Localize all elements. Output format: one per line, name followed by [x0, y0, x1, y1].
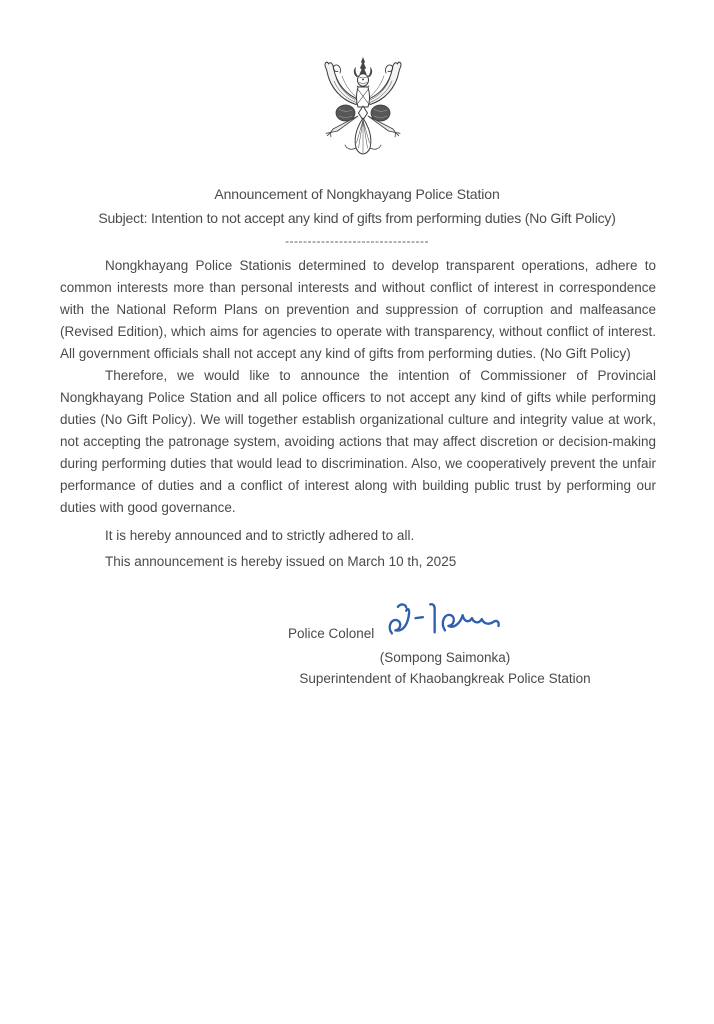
signature-block [0, 598, 714, 708]
closing-line-1: It is hereby announced and to strictly adhered to all. [105, 528, 415, 543]
signer-position: Superintendent of Khaobangkreak Police Station [299, 671, 591, 686]
page-title: Announcement of Nongkhayang Police Station [214, 186, 500, 202]
dashed-divider: -------------------------------- [285, 234, 429, 248]
signer-rank: Police Colonel [288, 626, 375, 641]
garuda-emblem-icon [312, 56, 414, 166]
document-body [60, 255, 656, 573]
closing-line-2: This announcement is hereby issued on March 10 th, 2025 [105, 554, 457, 569]
paragraph-1: Nongkhayang Police Stationis determined to develop transparent operations, adhere to common interests more than personal interests and without conflict of interest in correspondence with the National Reform Plans on prevention and suppression of corruption and malfeasance (Revised Edition), which aims for agencies to operate with transparency, without conflict of interest. All government officials shall not accept any kind of gifts from performing duties. (No Gift Policy) [60, 258, 656, 361]
subject-line: Subject: Intention to not accept any kind of gifts from performing duties (No Gift Policy) [98, 210, 616, 226]
signature-handwriting-icon [383, 598, 503, 652]
paragraph-2: Therefore, we would like to announce the intention of Commissioner of Provincial Nongkhayang Police Station and all police officers to not accept any kind of gifts while performing duties (No Gift Policy). We will together establish organizational culture and integrity value at work, not accepting the patronage system, avoiding actions that may affect discretion or decision-making during performing duties that would lead to discrimination. Also, we cooperatively prevent the unfair performance of duties and a conflict of interest along with building public trust by performing our duties with good governance. [60, 368, 656, 515]
signer-name: (Sompong Saimonka) [379, 650, 511, 665]
